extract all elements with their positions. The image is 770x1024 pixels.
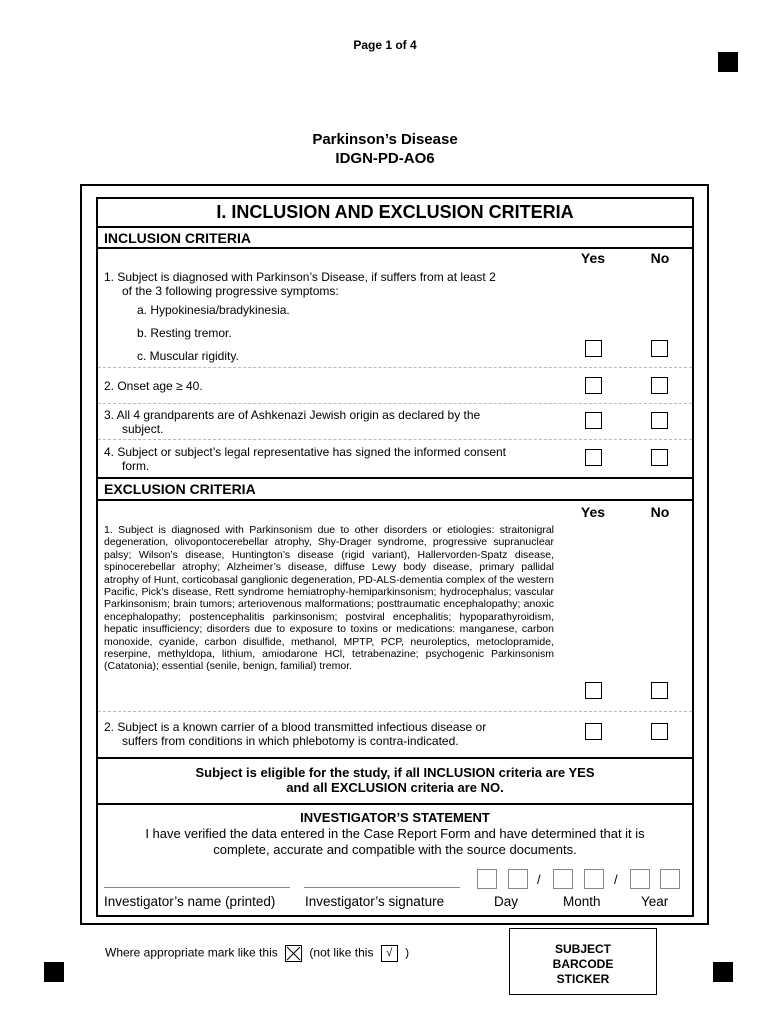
inclusion-1-no-checkbox[interactable] <box>651 340 668 357</box>
investigator-signature-input[interactable] <box>304 887 460 888</box>
form-code: IDGN-PD-AO6 <box>335 150 435 167</box>
date-separator: / <box>614 872 618 887</box>
marking-instruction-prefix: Where appropriate mark like this <box>105 945 278 960</box>
investigator-heading: INVESTIGATOR’S STATEMENT <box>300 810 490 825</box>
exclusion-yes-header: Yes <box>580 504 606 520</box>
date-separator: / <box>537 872 541 887</box>
year-digit-1-box[interactable] <box>630 869 650 889</box>
inclusion-yes-header: Yes <box>580 250 606 266</box>
checkmark-example-icon: √ <box>381 945 398 962</box>
barcode-line-2: BARCODE <box>552 957 614 971</box>
exclusion-1-yes-checkbox[interactable] <box>585 682 602 699</box>
registration-mark-top-right <box>718 52 738 72</box>
day-label: Day <box>494 894 519 909</box>
inclusion-3-yes-checkbox[interactable] <box>585 412 602 429</box>
inclusion-item-1a: a. Hypokinesia/bradykinesia. <box>137 303 290 317</box>
inclusion-4-yes-checkbox[interactable] <box>585 449 602 466</box>
barcode-line-1: SUBJECT <box>554 942 611 956</box>
x-mark-example-icon <box>285 945 302 962</box>
inclusion-no-header: No <box>650 250 670 266</box>
exclusion-2-no-checkbox[interactable] <box>651 723 668 740</box>
form-title: Parkinson’s Disease <box>312 131 458 148</box>
exclusion-heading: EXCLUSION CRITERIA <box>104 481 256 497</box>
inclusion-2-no-checkbox[interactable] <box>651 377 668 394</box>
page-number: Page 1 of 4 <box>353 38 417 52</box>
investigator-name-input[interactable] <box>104 887 290 888</box>
investigator-signature-label: Investigator’s signature <box>305 894 445 909</box>
exclusion-item-1: 1. Subject is diagnosed with Parkinsonism due to other disorders or etiologies: straitonigral degeneration, olivopontocerebellar atrophy, Shy-Drager syndrome, progressive supranuclear palsy; Wilson’s disease, Huntington’s disease (rigid variant), Hallervorden-Spatz disease, spinocerebellar atrophy; Alzheimer’s disease, diffuse Lewy body disease, primary pallidal atrophy of Hunt, corticobasal ganglionic degeneration, PD-ALS-dementia complex of the western Pacific, Pick’s disease, Rett syndrome hemiatrophy-hemiparkinsonism; hydrocephalus; vascular Parkinsonism; brain tumors; arteriovenous malformations; posttraumatic encephalopathy; anoxic encephalopathy; postencephalitis parkinsonism; postviral encephalitis; hypoparathyroidism, hepatic insufficiency; disorders due to exposure to toxins or medications: manganese, carbon monoxide, cyanide, carbon disulfide, methanol, MPTP, PCP, neuroleptics, metoclopramide, reserpine, methyldopa, lithium, amiodarone HCl, tetrabenazine; psychogenic Parkinsonism (Catatonia); essential (senile, benign, familial) tremor. <box>104 524 554 673</box>
exclusion-1-no-checkbox[interactable] <box>651 682 668 699</box>
month-digit-2-box[interactable] <box>584 869 604 889</box>
eligibility-line-2: and all EXCLUSION criteria are NO. <box>286 780 504 795</box>
day-digit-2-box[interactable] <box>508 869 528 889</box>
eligibility-line-1: Subject is eligible for the study, if all INCLUSION criteria are YES <box>195 765 595 780</box>
inclusion-item-1b: b. Resting tremor. <box>137 326 232 340</box>
inclusion-item-4-cont: form. <box>122 459 150 473</box>
inclusion-3-no-checkbox[interactable] <box>651 412 668 429</box>
inclusion-1-yes-checkbox[interactable] <box>585 340 602 357</box>
inclusion-2-yes-checkbox[interactable] <box>585 377 602 394</box>
marking-instruction <box>105 945 409 962</box>
exclusion-item-2: 2. Subject is a known carrier of a blood transmitted infectious disease or <box>104 720 487 734</box>
month-label: Month <box>563 894 601 909</box>
exclusion-no-header: No <box>650 504 670 520</box>
subject-barcode-sticker <box>509 928 657 995</box>
section-title: I. INCLUSION AND EXCLUSION CRITERIA <box>216 202 574 222</box>
exclusion-2-yes-checkbox[interactable] <box>585 723 602 740</box>
inclusion-item-1c: c. Muscular rigidity. <box>137 349 239 363</box>
inclusion-item-3-cont: subject. <box>122 422 164 436</box>
inclusion-heading: INCLUSION CRITERIA <box>104 230 251 246</box>
exclusion-item-2-cont: suffers from conditions in which phlebotomy is contra-indicated. <box>122 734 459 748</box>
marking-instruction-middle: (not like this <box>309 945 374 960</box>
day-digit-1-box[interactable] <box>477 869 497 889</box>
registration-mark-bottom-right <box>713 962 733 982</box>
registration-mark-bottom-left <box>44 962 64 982</box>
inclusion-item-3: 3. All 4 grandparents are of Ashkenazi Jewish origin as declared by the <box>104 408 481 422</box>
inclusion-item-2: 2. Onset age ≥ 40. <box>104 379 203 393</box>
investigator-statement-line-1: I have verified the data entered in the Case Report Form and have determined that it is <box>145 826 645 841</box>
year-label: Year <box>641 894 669 909</box>
barcode-line-3: STICKER <box>556 972 610 986</box>
inclusion-item-1: 1. Subject is diagnosed with Parkinson’s Disease, if suffers from at least 2 <box>104 270 496 284</box>
investigator-name-label: Investigator’s name (printed) <box>104 894 276 909</box>
inclusion-item-1-cont: of the 3 following progressive symptoms: <box>122 284 339 298</box>
month-digit-1-box[interactable] <box>553 869 573 889</box>
investigator-statement-line-2: complete, accurate and compatible with the source documents. <box>213 842 577 857</box>
marking-instruction-suffix: ) <box>405 945 410 960</box>
inclusion-4-no-checkbox[interactable] <box>651 449 668 466</box>
year-digit-2-box[interactable] <box>660 869 680 889</box>
inclusion-item-4: 4. Subject or subject’s legal representative has signed the informed consent <box>104 445 507 459</box>
